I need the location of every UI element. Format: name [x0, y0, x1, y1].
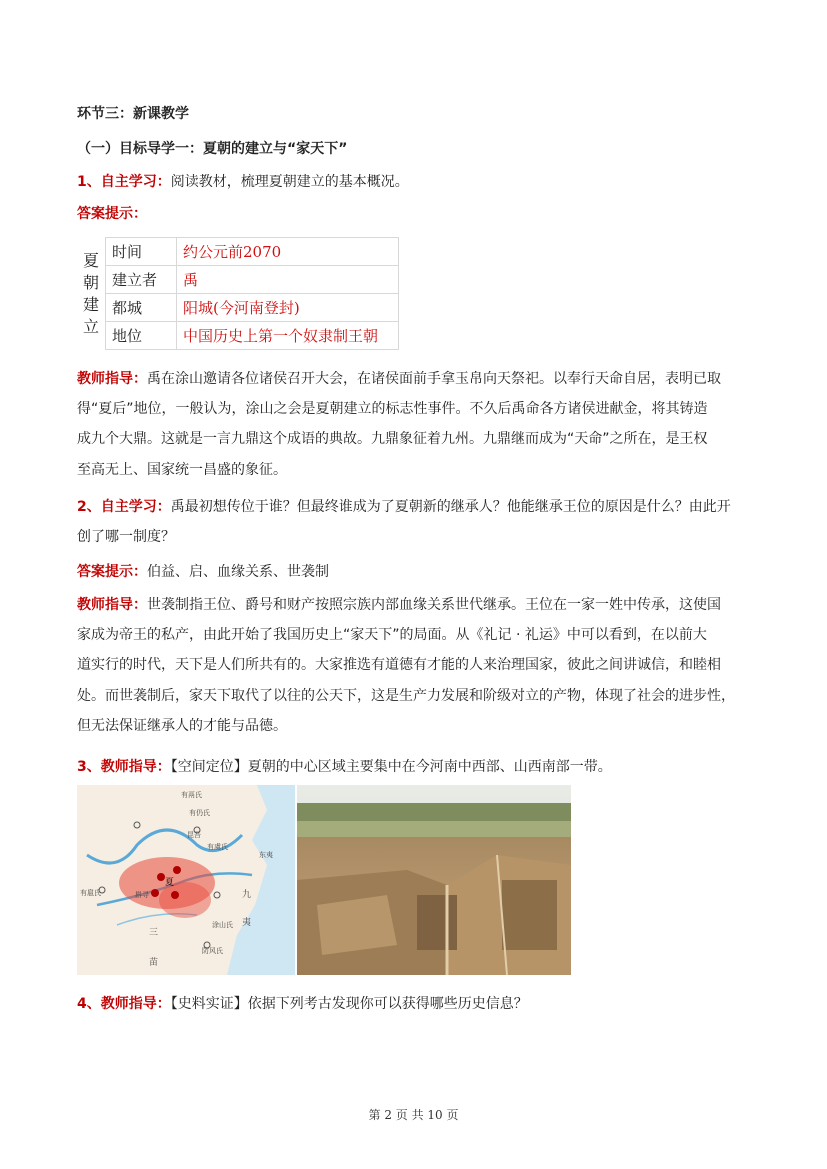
map-label: 三	[149, 928, 159, 938]
map-svg	[77, 785, 295, 975]
table-value: 中国历史上第一个奴隶制王朝	[177, 322, 399, 350]
map-label: 有仍氏	[189, 809, 210, 817]
map-label: 有虞氏	[207, 843, 228, 851]
table-key: 时间	[106, 238, 177, 266]
xia-founding-table	[77, 237, 399, 350]
teacher-guide-2-label: 教师指导：	[77, 597, 147, 613]
question-4: 4、教师指导：【史料实证】依据下列考古发现你可以获得哪些历史信息？	[77, 996, 528, 1012]
photo-svg	[297, 785, 571, 975]
question-3: 3、教师指导：【空间定位】夏朝的中心区域主要集中在今河南中西部、山西南部一带。	[77, 759, 612, 775]
sub-heading: （一）目标导学一：夏朝的建立与“家天下”	[77, 141, 348, 157]
map-label: 防风氏	[202, 947, 223, 955]
table-value: 禹	[177, 266, 399, 294]
question-1-text: 阅读教材，梳理夏朝建立的基本概况。	[170, 174, 409, 190]
map-label: 有鬲氏	[181, 791, 202, 799]
table-key: 地位	[106, 322, 177, 350]
map-label: 斟寻	[135, 891, 149, 899]
map-label: 有扈氏	[80, 889, 101, 897]
question-4-label: 4、教师指导：	[77, 996, 171, 1012]
map-label: 东夷	[259, 851, 273, 859]
map-label: 夷	[242, 918, 252, 928]
map-label: 苗	[149, 958, 159, 968]
xia-territory-map	[77, 785, 295, 975]
answer-hint-label: 答案提示：	[77, 206, 147, 222]
table-key: 建立者	[106, 266, 177, 294]
page-footer: 第 2 页 共 10 页	[368, 1108, 459, 1122]
table-value: 约公元前2070	[177, 238, 399, 266]
teacher-guide-1-label: 教师指导：	[77, 371, 147, 387]
map-label: 九	[242, 890, 252, 900]
map-label: 涂山氏	[212, 921, 233, 929]
table-side-title: 夏 朝 建 立	[77, 238, 106, 350]
answer-2: 答案提示：伯益、启、血缘关系、世袭制	[77, 564, 329, 580]
section-heading: 环节三：新课教学	[77, 106, 189, 122]
table-value: 阳城(今河南登封)	[177, 294, 399, 322]
excavation-photo	[297, 785, 571, 975]
question-1	[77, 172, 409, 192]
map-label: 夏	[165, 878, 175, 888]
teacher-guide-1: 教师指导：禹在涂山邀请各位诸侯召开大会，在诸侯面前手拿玉帛向天祭祀。以奉行天命自居，表明已取 得“夏后”地位，一般认为，涂山之会是夏朝建立的标志性事件。不久后禹命各方诸侯进献金，将其铸造 成九个大鼎。这就是一言九鼎这个成语的典故。九鼎象征着九州。九鼎继而成为“天命”之所在，是王权 至高无上、国家统一昌盛的象征。	[77, 371, 721, 478]
teacher-guide-2: 教师指导：世袭制指王位、爵号和财产按照宗族内部血缘关系世代继承。王位在一家一姓中传承，这使国 家成为帝王的私产，由此开始了我国历史上“家天下”的局面。从《礼记 · 礼运》中可以看到，在以前大 道实行的时代，天下是人们所共有的。大家推选有道德有才能的人来治理国家，彼此之间讲诚信，和睦相 处。而世袭制后，家天下取代了以往的公天下，这是生产力发展和阶级对立的产物，体现了社会的进步性， 但无法保证继承人的才能与品德。	[77, 597, 735, 734]
answer-2-label: 答案提示：	[77, 564, 147, 580]
question-1-label: 1、自主学习：	[77, 174, 171, 190]
question-3-label: 3、教师指导：	[77, 759, 171, 775]
question-2: 2、自主学习：禹最初想传位于谁？但最终谁成为了夏朝新的继承人？他能继承王位的原因是什么？由此开 创了哪一制度？	[77, 499, 731, 546]
map-label: 昆吾	[187, 831, 201, 839]
question-2-label: 2、自主学习：	[77, 499, 171, 515]
table-key: 都城	[106, 294, 177, 322]
